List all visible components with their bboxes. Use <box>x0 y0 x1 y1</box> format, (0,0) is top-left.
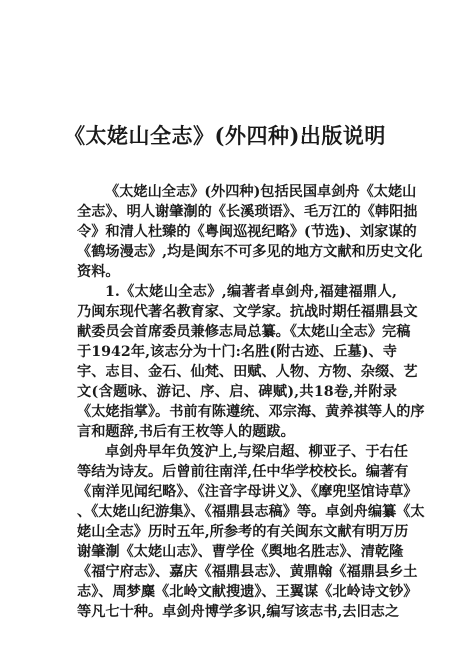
text-line: 《太姥指掌》。书前有陈遵统、邓宗海、黄养祺等人的序 <box>77 404 425 420</box>
text-line: 乃闽东现代著名教育家、文学家。抗战时期任福鼎县文 <box>77 304 418 320</box>
text-line: 献委员会首席委员兼修志局总纂。《太姥山全志》完稿 <box>77 324 411 340</box>
text-line: 等结为诗友。后曾前往南洋,任中华学校校长。编著有 <box>77 464 409 480</box>
text-line: 1.《太姥山全志》,编著者卓剑舟,福建福鼎人, <box>105 284 397 300</box>
text-line: 言和题辞,书后有王枚等人的题跋。 <box>77 424 295 440</box>
text-line: 卓剑舟早年负笈沪上,与梁启超、柳亚子、于右任 <box>105 444 408 460</box>
text-line: 《南洋见闻纪略》、《注音字母讲义》、《摩兜坚馆诗草》 <box>77 484 418 500</box>
text-line: 全志》、明人谢肇淛的《长溪琐语》、毛万江的《韩阳拙 <box>77 204 418 220</box>
text-line: 、《太姥山纪游集》、《福鼎县志稿》等。卓剑舟编纂《太 <box>77 504 425 520</box>
text-line: 令》和清人杜臻的《粤闽巡视纪略》(节选)、刘家谋的 <box>77 224 417 240</box>
text-line: 姥山全志》历时五年,所参考的有关闽东文献有明万历 <box>77 524 409 540</box>
text-line: 资料。 <box>77 264 120 280</box>
text-line: 《鹤场漫志》,均是闽东不可多见的地方文献和历史文化 <box>77 244 423 260</box>
text-line: 《太姥山全志》(外四种)包括民国卓剑舟《太姥山 <box>105 184 417 200</box>
text-line: 志》、周梦麋《北岭文献搜遗》、王翼谋《北岭诗文钞》 <box>77 584 418 600</box>
text-line: 等凡七十种。卓剑舟博学多识,编写该志书,去旧志之 <box>77 604 400 620</box>
text-line: 文(含题咏、游记、序、启、碑赋),共18卷,并附录 <box>77 384 397 400</box>
document-title: 《太姥山全志》(外四种)出版说明 <box>64 123 386 148</box>
text-line: 《福宁府志》、嘉庆《福鼎县志》、黄鼎翰《福鼎县乡土 <box>77 564 418 580</box>
text-line: 宇、志目、金石、仙梵、田赋、人物、方物、杂缀、艺 <box>77 364 418 380</box>
text-line: 谢肇淛《太姥山志》、曹学佺《舆地名胜志》、清乾隆 <box>77 544 404 560</box>
text-line: 于1942年,该志分为十门:名胜(附古迹、丘墓)、寺 <box>77 344 397 360</box>
